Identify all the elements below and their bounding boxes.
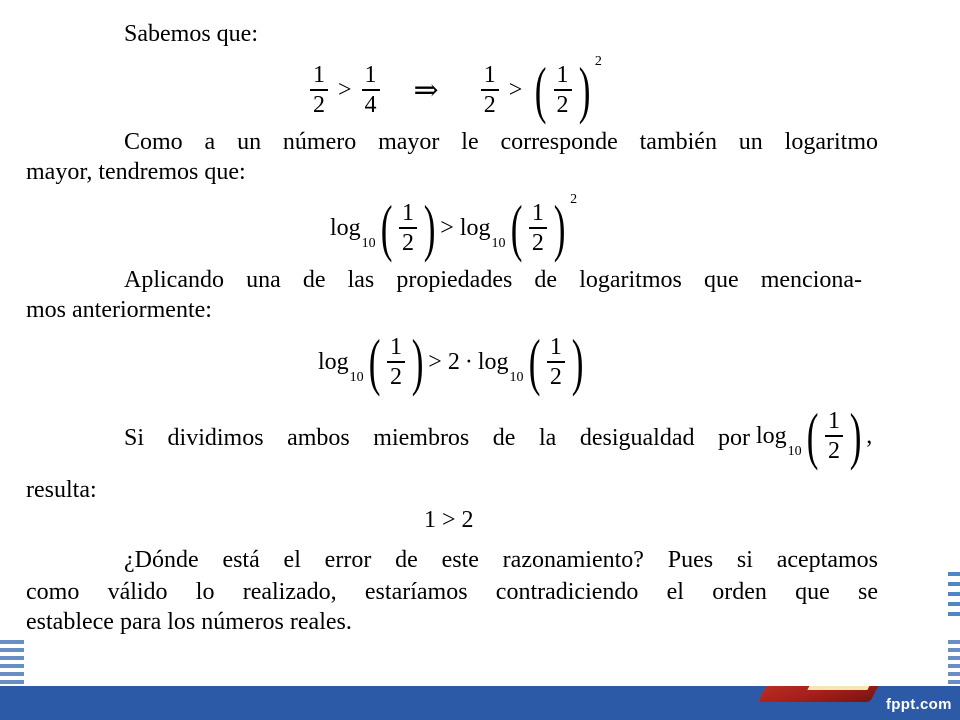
log-base: 10 bbox=[509, 370, 524, 385]
right-accent-lines bbox=[948, 572, 960, 644]
fppt-logo: fppt.com bbox=[886, 696, 952, 713]
open-paren: ( bbox=[535, 54, 547, 125]
open-paren: ( bbox=[380, 192, 393, 263]
equation-1 bbox=[308, 54, 602, 125]
open-paren: ( bbox=[510, 192, 523, 263]
paragraph-2-line-2: mayor, tendremos que: bbox=[26, 159, 246, 185]
greater-than: > bbox=[508, 76, 523, 103]
close-paren: ) bbox=[553, 192, 566, 263]
greater-than: > bbox=[338, 76, 352, 103]
exponent: 2 bbox=[594, 54, 602, 69]
fraction-half: $\frac{1}{2}$ bbox=[554, 61, 572, 119]
open-paren: ( bbox=[806, 400, 819, 471]
fraction-half: $\frac{1}{2}$ bbox=[310, 61, 328, 119]
equation-4-inline bbox=[756, 400, 873, 471]
log-label: log bbox=[330, 214, 361, 241]
close-paren: ) bbox=[849, 400, 862, 471]
log-base: 10 bbox=[787, 444, 802, 459]
log-label: log bbox=[756, 422, 787, 449]
paragraph-3-line-1: Aplicando una de las propiedades de logaritmos que menciona- bbox=[124, 267, 862, 293]
paragraph-2-line-1: Como a un número mayor le corresponde también un logaritmo bbox=[124, 129, 878, 155]
close-paren: ) bbox=[423, 192, 436, 263]
fraction-half: $\frac{1}{2}$ bbox=[399, 199, 417, 257]
close-paren: ) bbox=[411, 326, 424, 397]
log-base: 10 bbox=[349, 370, 364, 385]
log-label: log bbox=[318, 348, 349, 375]
paragraph-4-text: Si dividimos ambos miembros de la desigualdad por bbox=[124, 425, 750, 451]
log-label: log bbox=[459, 214, 491, 241]
paragraph-resulta: resulta: bbox=[26, 477, 97, 503]
paragraph-sabemos: Sabemos que: bbox=[124, 21, 258, 47]
equation-2 bbox=[330, 192, 578, 263]
open-paren: ( bbox=[368, 326, 381, 397]
paragraph-6-line-2: como válido lo realizado, estaríamos contradiciendo el orden que se bbox=[26, 579, 878, 605]
log-label: log bbox=[477, 348, 509, 375]
paragraph-6-line-3: establece para los números reales. bbox=[26, 609, 352, 635]
paragraph-3-line-2: mos anteriormente: bbox=[26, 297, 212, 323]
open-paren: ( bbox=[528, 326, 541, 397]
factor-two: 2 bbox=[447, 348, 460, 375]
implies-arrow: ⇒ bbox=[413, 73, 439, 107]
result-inequality: 1 > 2 bbox=[424, 507, 474, 533]
close-paren: ) bbox=[578, 54, 591, 125]
fraction-half: $\frac{1}{2}$ bbox=[825, 407, 843, 465]
fraction-half: $\frac{1}{2}$ bbox=[547, 333, 565, 391]
fraction-half: $\frac{1}{2}$ bbox=[529, 199, 547, 257]
log-base: 10 bbox=[491, 236, 506, 251]
comma: , bbox=[866, 422, 873, 449]
fraction-quarter: $\frac{1}{4}$ bbox=[362, 61, 380, 119]
greater-than: > bbox=[440, 214, 454, 241]
paragraph-6-line-1: ¿Dónde está el error de este razonamiento? Pues si aceptamos bbox=[124, 547, 878, 573]
close-paren: ) bbox=[571, 326, 584, 397]
fraction-half: $\frac{1}{2}$ bbox=[387, 333, 405, 391]
exponent: 2 bbox=[570, 192, 578, 207]
multiply-dot: · bbox=[464, 348, 473, 375]
fraction-half: $\frac{1}{2}$ bbox=[481, 61, 499, 119]
equation-3 bbox=[318, 326, 588, 397]
greater-than: > bbox=[428, 348, 442, 375]
log-base: 10 bbox=[361, 236, 376, 251]
